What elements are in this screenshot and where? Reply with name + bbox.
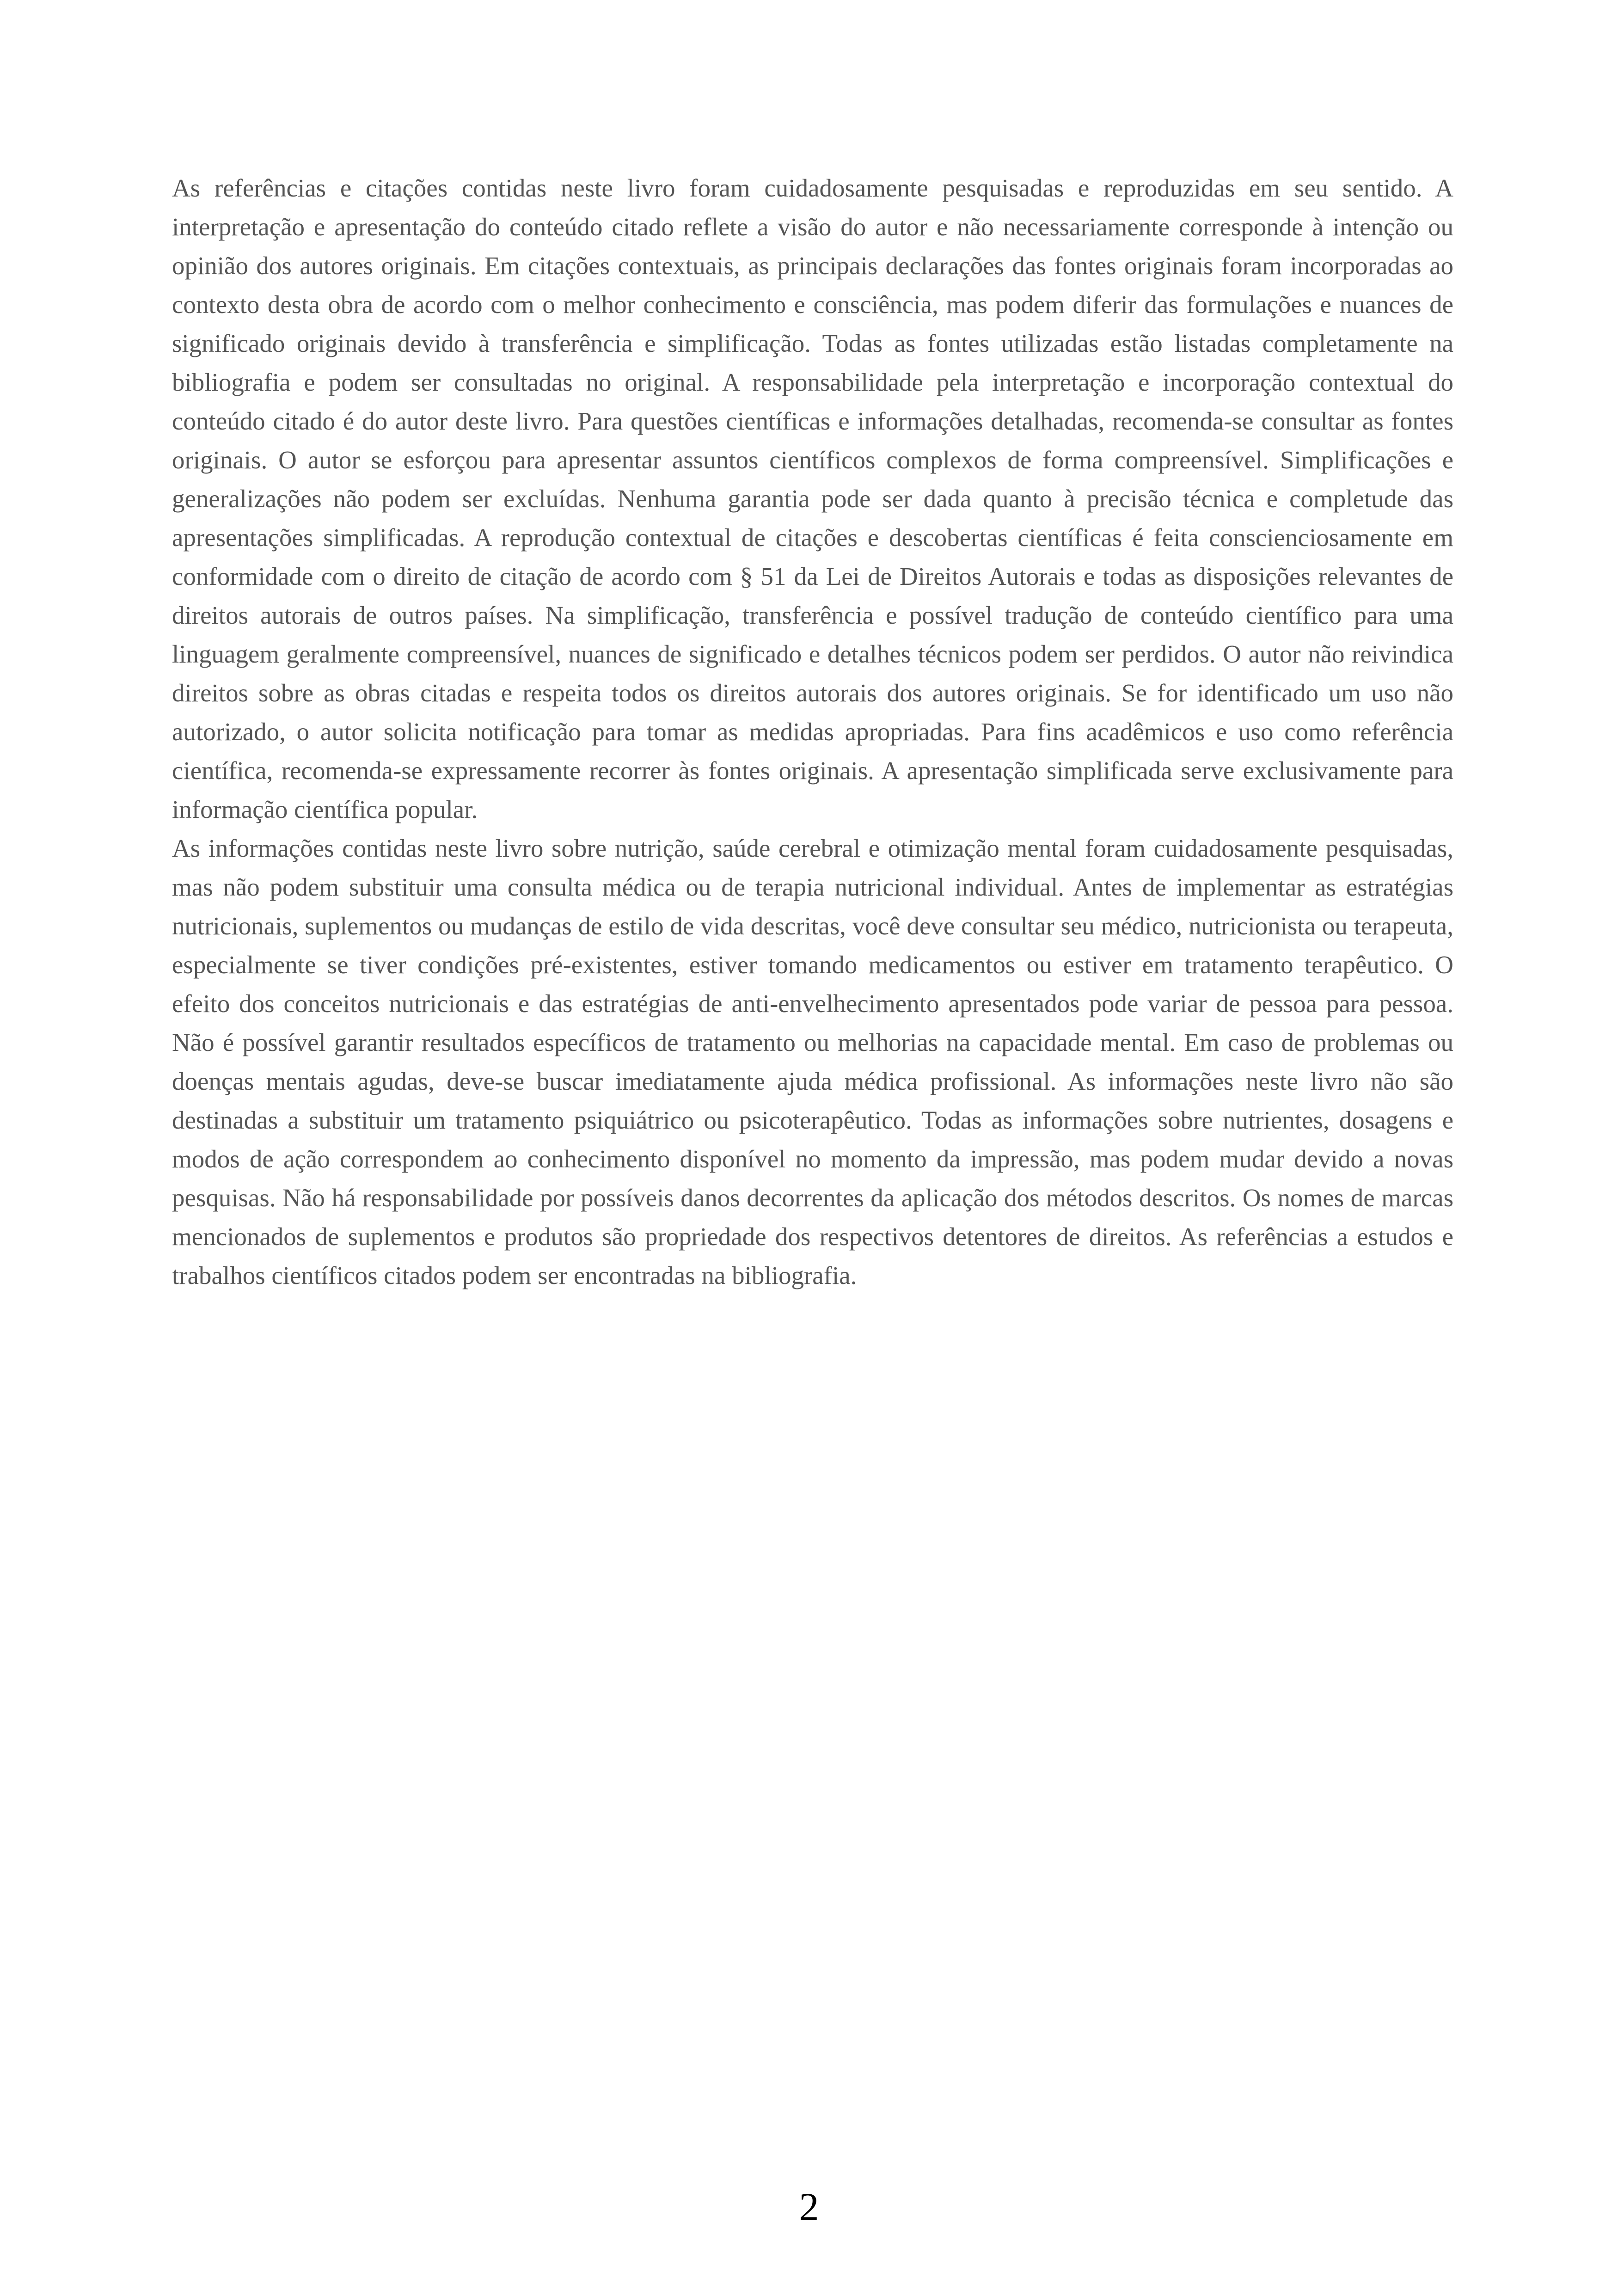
body-text bbox=[172, 169, 1453, 1295]
page-number: 2 bbox=[799, 2185, 819, 2229]
paragraph-health-disclaimer: As informações contidas neste livro sobre nutrição, saúde cerebral e otimização mental foram cuidadosamente pesquisadas, mas não podem substituir uma consulta médica ou de terapia nutricional individual. Antes de implementar as estratégias nutricionais, suplementos ou mudanças de estilo de vida descritas, você deve consultar seu médico, nutricionista ou terapeuta, especialmente se tiver condições pré-existentes, estiver tomando medicamentos ou estiver em tratamento terapêutico. O efeito dos conceitos nutricionais e das estratégias de anti-envelhecimento apresentados pode variar de pessoa para pessoa. Não é possível garantir resultados específicos de tratamento ou melhorias na capacidade mental. Em caso de problemas ou doenças mentais agudas, deve-se buscar imediatamente ajuda médica profissional. As informações neste livro não são destinadas a substituir um tratamento psiquiátrico ou psicoterapêutico. Todas as informações sobre nutrientes, dosagens e modos de ação correspondem ao conhecimento disponível no momento da impressão, mas podem mudar devido a novas pesquisas. Não há responsabilidade por possíveis danos decorrentes da aplicação dos métodos descritos. Os nomes de marcas mencionados de suplementos e produtos são propriedade dos respectivos detentores de direitos. As referências a estudos e trabalhos científicos citados podem ser encontradas na bibliografia. bbox=[172, 834, 1453, 1289]
paragraph-citations-disclaimer: As referências e citações contidas neste livro foram cuidadosamente pesquisadas e reproduzidas em seu sentido. A interpretação e apresentação do conteúdo citado reflete a visão do autor e não necessariamente corresponde à intenção ou opinião dos autores originais. Em citações contextuais, as principais declarações das fontes originais foram incorporadas ao contexto desta obra de acordo com o melhor conhecimento e consciência, mas podem diferir das formulações e nuances de significado originais devido à transferência e simplificação. Todas as fontes utilizadas estão listadas completamente na bibliografia e podem ser consultadas no original. A responsabilidade pela interpretação e incorporação contextual do conteúdo citado é do autor deste livro. Para questões científicas e informações detalhadas, recomenda-se consultar as fontes originais. O autor se esforçou para apresentar assuntos científicos complexos de forma compreensível. Simplificações e generalizações não podem ser excluídas. Nenhuma garantia pode ser dada quanto à precisão técnica e completude das apresentações simplificadas. A reprodução contextual de citações e descobertas científicas é feita conscienciosamente em conformidade com o direito de citação de acordo com § 51 da Lei de Direitos Autorais e todas as disposições relevantes de direitos autorais de outros países. Na simplificação, transferência e possível tradução de conteúdo científico para uma linguagem geralmente compreensível, nuances de significado e detalhes técnicos podem ser perdidos. O autor não reivindica direitos sobre as obras citadas e respeita todos os direitos autorais dos autores originais. Se for identificado um uso não autorizado, o autor solicita notificação para tomar as medidas apropriadas. Para fins acadêmicos e uso como referência científica, recomenda-se expressamente recorrer às fontes originais. A apresentação simplificada serve exclusivamente para informação científica popular. bbox=[172, 174, 1453, 823]
